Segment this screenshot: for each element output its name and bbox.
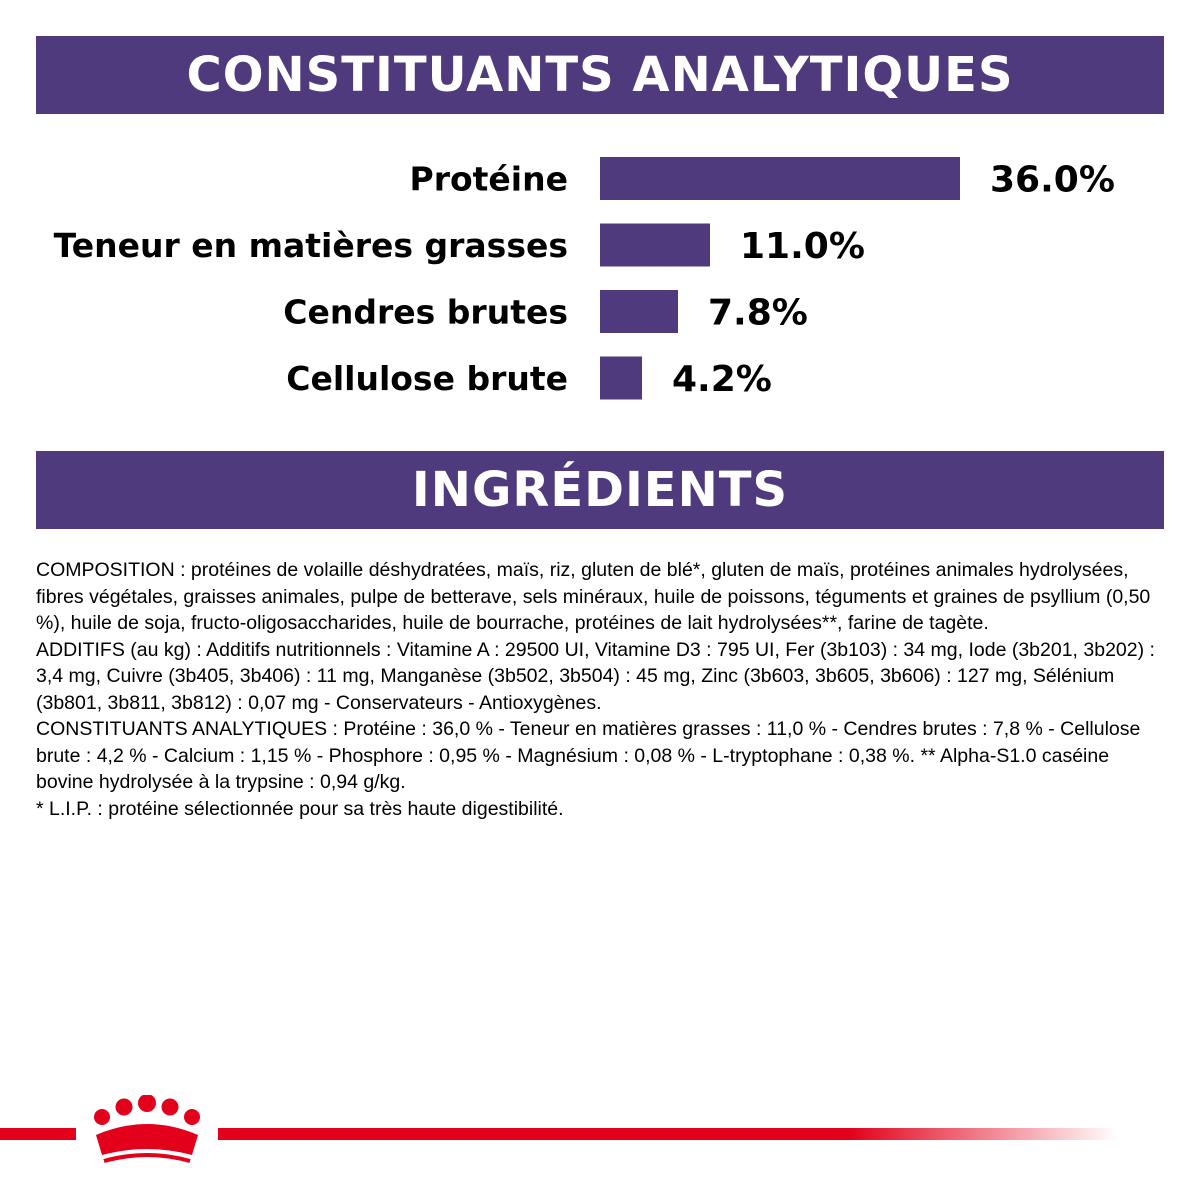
analytical-constituents-title: CONSTITUANTS ANALYTIQUES [186, 47, 1014, 103]
bar-2 [600, 224, 710, 267]
footer-line-left [0, 1128, 76, 1140]
bar-label-2: Teneur en matières grasses [53, 226, 568, 265]
bar-value-2: 11.0% [740, 226, 865, 267]
bar-4 [600, 357, 642, 400]
footer-band [0, 1095, 1200, 1175]
royal-canin-crown-icon [94, 1095, 200, 1161]
bar-1 [600, 157, 960, 200]
bar-value-1: 36.0% [990, 159, 1115, 201]
ingredients-banner [36, 451, 1164, 529]
bar-label-4: Cellulose brute [286, 359, 568, 398]
ingredients-text [36, 557, 1164, 822]
bar-label-1: Protéine [409, 159, 568, 199]
lip-footnote: * L.I.P. : protéine sélectionnée pour sa très haute digestibilité. [36, 797, 564, 820]
bar-value-3: 7.8% [708, 292, 808, 334]
bar-3 [600, 290, 678, 333]
bar-label-3: Cendres brutes [283, 292, 568, 332]
constituents-paragraph: CONSTITUANTS ANALYTIQUES : Protéine : 36,0 % - Teneur en matières grasses : 11,0 % - Cendres brutes : 7,8 % - Cellulose brute : 4,2 % - Calcium : 1,15 % - Phosphore : 0,95 % - Magnésium : 0,08 % - L-tryptophane : 0,38 %. ** Alpha-S1.0 caséine bovine hydrolysée à la trypsine : 0,94 g/kg. [36, 718, 1141, 793]
bar-value-4: 4.2% [672, 359, 772, 400]
additives-paragraph: ADDITIFS (au kg) : Additifs nutritionnels : Vitamine A : 29500 UI, Vitamine D3 : 795 UI, Fer (3b103) : 34 mg, Iode (3b201, 3b202) : 3,4 mg, Cuivre (3b405, 3b406) : 11 mg, Manganèse (3b502, 3b504) : 45 mg, Zinc (3b603, 3b605, 3b606) : 127 mg, Sélénium (3b801, 3b811, 3b812) : 0,07 mg - Conservateurs - Antioxygènes. [36, 638, 1155, 714]
ingredients-title: INGRÉDIENTS [411, 462, 789, 518]
analytical-constituents-chart [0, 140, 1200, 420]
composition-paragraph: COMPOSITION : protéines de volaille déshydratées, maïs, riz, gluten de blé*, gluten de maïs, protéines animales hydrolysées, fibres végétales, graisses animales, pulpe de betterave, sels minéraux, huile de poissons, téguments et graines de psyllium (0,50 %), huile de soja, fructo-oligosaccharides, huile de bourrache, protéines de lait hydrolysées**, farine de tagète. [36, 559, 1151, 634]
footer-line-right [218, 1128, 1118, 1140]
analytical-constituents-banner [36, 36, 1164, 114]
